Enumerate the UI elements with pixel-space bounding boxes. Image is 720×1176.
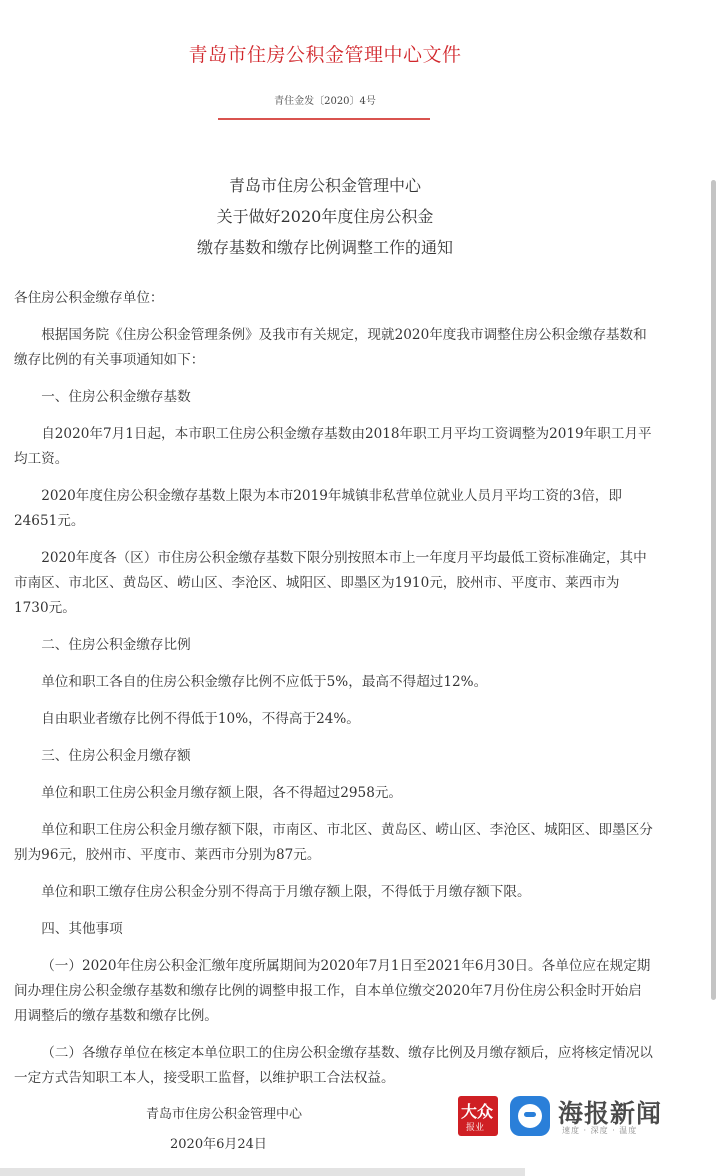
notice-title-line: 缴存基数和缴存比例调整工作的通知 — [196, 238, 453, 257]
body-paragraph: 自由职业者缴存比例不得低于10%，不得高于24%。 — [41, 711, 360, 727]
notice-title-line: 青岛市住房公积金管理中心 — [228, 176, 421, 195]
body-paragraph: 自2020年7月1日起，本市职工住房公积金缴存基数由2018年职工月平均工资调整为2019年职工月平均工资。 — [14, 426, 652, 467]
signature-date: 2020年6月24日 — [170, 1137, 267, 1152]
dazhong-logo-text: 大众 — [461, 1102, 494, 1121]
body-paragraph: 2020年度住房公积金缴存基数上限为本市2019年城镇非私营单位就业人员月平均工资的3倍，即24651元。 — [14, 488, 622, 529]
scrollbar-thumb[interactable] — [711, 180, 716, 1000]
bottom-scroll-track — [0, 1168, 525, 1176]
dazhong-logo-icon — [458, 1096, 498, 1136]
document-number: 青住金发〔2020〕4号 — [274, 96, 376, 107]
body-paragraph: 2020年度各（区）市住房公积金缴存基数下限分别按照本市上一年度月平均最低工资标准确定，其中市南区、市北区、黄岛区、崂山区、李沧区、城阳区、即墨区为1910元，胶州市、平度市、莱西市为1730元。 — [14, 550, 647, 616]
haibao-news-name: 海报新闻 — [558, 1099, 663, 1128]
news-watermark — [458, 1094, 680, 1140]
chat-bubble-icon — [510, 1096, 550, 1136]
notice-body — [14, 286, 654, 1103]
signature-organization: 青岛市住房公积金管理中心 — [146, 1107, 303, 1122]
haibao-news-slogan: 速度 · 深度 · 温度 — [562, 1126, 638, 1135]
section-heading: 一、住房公积金缴存基数 — [41, 389, 191, 405]
dazhong-logo-subtext: 报业 — [466, 1123, 485, 1133]
body-paragraph: 根据国务院《住房公积金管理条例》及我市有关规定，现就2020年度我市调整住房公积金缴存基数和缴存比例的有关事项通知如下： — [14, 327, 647, 368]
section-heading: 四、其他事项 — [41, 921, 123, 937]
body-paragraph: 单位和职工住房公积金月缴存额上限，各不得超过2958元。 — [41, 785, 403, 801]
body-paragraph: 单位和职工各自的住房公积金缴存比例不应低于5%，最高不得超过12%。 — [41, 674, 488, 690]
document-header-title: 青岛市住房公积金管理中心文件 — [188, 44, 462, 66]
notice-title — [0, 170, 650, 263]
red-divider-line — [218, 118, 430, 120]
body-paragraph: 单位和职工住房公积金月缴存额下限，市南区、市北区、黄岛区、崂山区、李沧区、城阳区、即墨区分别为96元，胶州市、平度市、莱西市分别为87元。 — [14, 822, 653, 863]
salutation: 各住房公积金缴存单位： — [14, 290, 164, 306]
body-paragraph: （一）2020年住房公积金汇缴年度所属期间为2020年7月1日至2021年6月30日。各单位应在规定期间办理住房公积金缴存基数和缴存比例的调整申报工作，自本单位缴交2020年7月份住房公积金时开始启用调整后的缴存基数和缴存比例。 — [14, 958, 651, 1024]
notice-title-line: 关于做好2020年度住房公积金 — [216, 207, 434, 226]
section-heading: 二、住房公积金缴存比例 — [41, 637, 191, 653]
body-paragraph: （二）各缴存单位在核定本单位职工的住房公积金缴存基数、缴存比例及月缴存额后，应将核定情况以一定方式告知职工本人，接受职工监督，以维护职工合法权益。 — [14, 1045, 653, 1086]
chat-bubble-eye — [524, 1112, 536, 1117]
section-heading: 三、住房公积金月缴存额 — [41, 748, 191, 764]
body-paragraph: 单位和职工缴存住房公积金分别不得高于月缴存额上限，不得低于月缴存额下限。 — [41, 884, 531, 900]
